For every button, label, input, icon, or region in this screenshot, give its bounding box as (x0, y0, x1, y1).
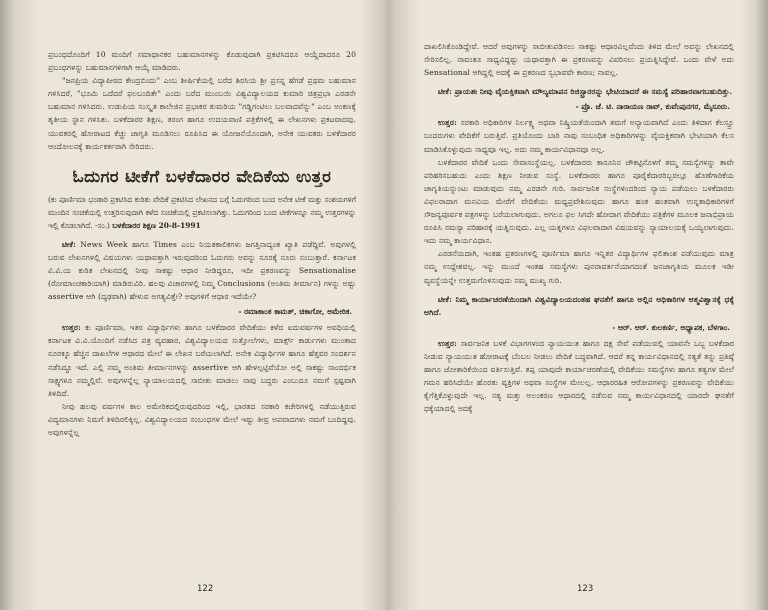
right-page (402, 0, 748, 610)
critique-2-byline: - ಪ್ರೊ. ಜೆ. ಟಿ. ನಾರಾಯಣ ರಾವ್, ಕುವೆಂಪುನಗರ, ಮೈಸೂರು. (575, 102, 730, 112)
article-title: ಓದುಗರ ಟೀಕೆಗೆ ಬಳಕೆದಾರರ ವೇದಿಕೆಯ ಉತ್ತರ (72, 166, 332, 186)
intro-paragraph-1: ಪ್ರಬಂಧದೊಂದಿಗೆ 10 ಮಂದಿಗೆ ಸಮಾಧಾನಕರ ಬಹುಮಾನಗಳನ್ನು ಕೊಡುವುದಾಗಿ ಪ್ರಕಟಿಸಿದರೂ ಆಯ್ದೆದಾದರೂ 20 ಪ್ರಬಂಧಗಳನ್ನು ಬಹುಮಾನಗಳಿಗಾಗಿ ಆಯ್ಕೆ ಮಾಡಿದರು. (48, 50, 356, 73)
answer-2 (424, 116, 734, 155)
answer-1 (48, 321, 356, 400)
right-paragraph-3: ಎರಡನೆಯದಾಗಿ, ಇಂತಹ ಪ್ರಕರಣಗಳಲ್ಲಿ ಪೂರ್ಣಿಮಾ ಹಾಗೂ ಇನ್ನಿತರ ವಿದ್ಯಾರ್ಥಿಗಳ ಫಲಿತಾಂಶ ಪಡೆಯುವುದು ಮಾತ್ರ ನಮ್ಮ ಉದ್ದೇಶವಲ್ಲ. ಇನ್ನು ಮುಂದೆ ಇಂತಹ ಸಮಸ್ಯೆಗಳು ಪುನರಾವರ್ತನೆಯಾಗದಂತೆ ಜನಜಾಗೃತಿಯ ಮೂಲಕ ಇಡೀ ವ್ಯವಸ್ಥೆಯನ್ನೇ ಉತ್ತಮಗೊಳಿಸುವುದು ನಮ್ಮ ಮುಖ್ಯ ಗುರಿ. (424, 249, 734, 285)
closing-paragraph: ನೀವು ಹಲವು ವರ್ಷಗಳ ಕಾಲ ಅಮೇರಿಕದಲ್ಲಿರುವುದರಿಂದ ಇಲ್ಲಿ, ಭಾರತದ ಸರಕಾರಿ ಕಚೇರಿಗಳಲ್ಲಿ ನಡೆಯುತ್ತಿರುವ ವಿದ್ಯಮಾನಗಳು ನಿಮಗೆ ತಿಳಿದಿರಲಿಕ್ಕಿಲ್ಲ. ವಿಶ್ವವಿದ್ಯಾಲಯದ ಸಂಬಂಧಗಳ ಮೇಲೆ ಇಷ್ಟು ತೀವ್ರ ಅಪವಾದಗಳು ನಮಗೆ ಬಂದಿದ್ದವು. ಅವುಗಳನ್ನೆಲ್ಲ (48, 401, 356, 437)
critique-3 (424, 293, 734, 319)
critique-1-label: ಟೀಕೆ: (62, 239, 76, 249)
critique-2 (424, 85, 734, 98)
editor-note-date: ಬಳಕೆದಾರರ ಶಿಕ್ಷಣ 20-8-1991 (112, 220, 201, 230)
critique-2-label: ಟೀಕೆ: (438, 87, 452, 97)
editor-note (48, 193, 356, 232)
intro-paragraph-2: "ಜನಪ್ರಿಯ ವಿದ್ಯಾಪೀಠದ ಕೇಂದ್ರಬಿಂದು" ಎಂಬ ಶೀರ್ಷಿಕೆಯಲ್ಲಿ ಬರೆದ ಶಿರಸಿಯ ಶ್ರೀ ಪ್ರಸನ್ನ ಹೆಗಡೆ ಪ್ರಥಮ ಬಹುಮಾನ ಗಳಿಸಿದರೆ, "ಭೂಮಿ ಒದೆದರೆ ಫಲಬಂದಿತೇ" ಎಂದು ಬರೆದ ಮುಂಬಯಿ ವಿಶ್ವವಿದ್ಯಾಲಯದ ಕುಮಾರಿ ಚಿತ್ರಪ್ರಭಾ ಎರಡನೇ ಬಹುಮಾನ ಗಳಿಸಿದರು. ಉಡುಪಿಯ ಸಂಸ್ಕೃತ ಕಾಲೇಜಿನ ಪ್ರಭಾಕರ ತುಮರಿಯ "ಗಡ್ಡಿಗಂಟಿಲು ಬಲವಾದವೆನ್ನು" ಎಂಬ ಅಂಕಣಕ್ಕೆ ತೃತೀಯ ಸ್ಥಾನ ಗಳಿಸಿತು. ಬಳಕೆದಾರರ ಶಿಕ್ಷಣ, ತರಂಗ ಹಾಗೂ ಉದಯವಾಣಿ ಪತ್ರಿಕೆಗಳಲ್ಲಿ ಈ ಲೇಖನಗಳು ಪ್ರಕಟವಾದವು. ಯುವಕರಲ್ಲಿ ಹೋರಾಟದ ಕೆಚ್ಚು ಜಾಗೃತಿ ಮೂಡಿಸಲು ರೂಪಿಸಿದ ಈ ಯೋಜನೆಯೊಂದಾಗಿ, ಅನೇಕ ಯುವಕರು ಬಳಕೆದಾರರ ಆಂದೋಲನಕ್ಕೆ ಕಾರ್ಯಕರ್ತರಾಗಿ ಸೇರಿದರು. (48, 76, 356, 151)
answer-2-body: ಸರಕಾರಿ ಅಧಿಕಾರಿಗಳ ನಿರ್ಲಕ್ಷ್ಯ ಅಥವಾ ನಿಷ್ಕ್ರಿಯತೆಯಿಂದಾಗಿ ತಮಗೆ ಅನ್ಯಾಯವಾಗಿದೆ ಎಂದು ತಿಳಿದಾಗ ಕೆಲಸ್ತ್ರೂ ಬಂದರುಗಳು ವೇದಿಕೆಗೆ ಬರುತ್ತಿವೆ. ಪ್ರತಿಯೊಂದು ಬಾರಿ ನಾವು ಸಂಬಂಧಿತ ಅಧಿಕಾರಿಗಳನ್ನು ವೈಯಕ್ತಿಕವಾಗಿ ಭೇಟಿಯಾಗಿ ಕೆಲಸ ಮಾಡಿಸಿಕೊಳ್ಳುವುದು ಸಾಧ್ಯವೂ ಇಲ್ಲ. ಅದು ನಮ್ಮ ಕಾರ್ಯವಿಧಾನವೂ ಅಲ್ಲ. (424, 118, 734, 154)
page-number-left: 122 (197, 584, 214, 594)
left-page (22, 0, 374, 610)
answer-2-label: ಉತ್ತರ: (438, 118, 457, 128)
answer-3-body: ಸಾರ್ವಜನಿಕ ಬಳಕೆ ವಿಭಾಗಗಳಂದ ನ್ಯಾಯಯುತ ಹಾಗೂ ದಕ್ಷ ಸೇವೆ ಪಡೆಯುವಲ್ಲಿ ಯಾವನೇ ಒಬ್ಬ ಬಳಕೆದಾರ ನೀಡುವ ನ್ಯಾಯಯುತ ಹೋರಾಟಕ್ಕೆ ಬೆಂಬಲ ನೀಡಲು ವೇದಿಕೆ ಬದ್ಧವಾಗಿದೆ. ಆದರೆ ತನ್ನ ಕಾರ್ಯವಿಧಾನದಲ್ಲಿ ಸತ್ಯತೆ ತನ್ನು ಪ್ರತಿಷ್ಠೆ ಹಾಗೂ ಜೋತಾರಿಕೆಯಿಂದ ವರ್ತಿಸುತ್ತಿವೆ. ತಪ್ಪ ಯಾವುದೇ ಕಾರ್ಯಾಚರಣೆಯಲ್ಲಿ ವೇದಿಕೆಯು ಸಮಸ್ಯೆಗಳು ಹಾಗೂ ತತ್ವಗಳ ಮೇಲೆ ಗಮನ ಹರಿಸಿದೆಯೇ ಹೊರತು ವ್ಯಕ್ತಿಗಳ ಅಥವಾ ಸಂಸ್ಥೆಗಳ ಮೇಲಲ್ಲ. ಆಧಾರರಹಿತ ಆರೋಪಗಳನ್ನು ಪ್ರಕರಣವನ್ನು ವೇದಿಕೆಯು ಕೈಗೆತ್ತಿಕೊಳ್ಳುವುದೇ ಇಲ್ಲ. ಸತ್ಯ ಮತ್ತು ಅಲಂಕರಣ ಆಧಾರದಲ್ಲಿ ನಡೆಸುವ ನಮ್ಮ ಕಾರ್ಯವಿಧಾನದಲ್ಲಿ ಯಾರದೇ ಘನತೆಗೆ ಧಕ್ಕೆಯಾದಲ್ಲಿ ಅದಕ್ಕೆ (424, 338, 734, 414)
page-number-right: 123 (577, 584, 594, 594)
critique-3-byline: - ಆರ್. ಆರ್. ಕುಲಕರ್ಣಿ, ಅಧ್ಯಾಪಕ, ಬೆಳಗಾಂ. (612, 322, 730, 332)
critique-1-byline: - ರಮಾಕಾಂತ ಕಾಮತ್, ಚಿಕಾಗೋ, ಅಮೇರಿಕ. (238, 307, 352, 317)
critique-3-label: ಟೀಕೆ: (438, 294, 452, 304)
right-paragraph-2: ಬಳಕೆದಾರರ ವೇದಿಕೆ ಒಂದು ಸೇವಾಸಂಸ್ಥೆಯಲ್ಲ. ಬಳಕೆದಾರರು ಕಾನೂನಿನ ಚೌಕಟ್ಟಿನೊಳಗೆ ತಮ್ಮ ಸಮಸ್ಯೆಗಳನ್ನು ತಾವೇ ಪರಿಹರಿಸಬಹುದು ಎಂದು ಶಿಕ್ಷಣ ನೀಡುವ ಸಂಸ್ಥೆ. ಬಳಕೆದಾರರು ಹಾಗೂ ಪೂರೈಕೆದಾರರಿಬ್ಬರಲ್ಲೂ ಹೊಣೆಗಾರಿಕೆಯ ಜಾಗೃತಿಯನ್ನುಂಟು ಮಾಡುವುದು ನಮ್ಮ ಎರಡನೇ ಗುರಿ. ಸಾರ್ವಜನಿಕ ಸಂಸ್ಥೆಗಳಿಂದರಿಂದ ನ್ಯಾಯ ಪಡೆಯಲು ಬಳಕೆದಾರರು ವಿಫಲರಾದಾಗ ಮನವಿಯ ಮೇರೆಗೆ ವೇದಿಕೆಯು ಮಧ್ಯಪ್ರವೇಶಿಸುವುದು ಹಾಗೂ ಹಂತ ಹಂತವಾಗಿ ಉನ್ನತಾಧಿಕಾರಿಗಳಿಗೆ ಸೌಜನ್ಯಪೂರ್ವಕ ಪತ್ರಗಳನ್ನು ಬರೆಯಲಾಗುವುದು. ಅಗಲೂ ಫಲ ಸಿಗದೇ ಹೋದಾಗ ವೇದಿಕೆಯು ಪತ್ರಿಕೆಗಳ ಮೂಲಕ ಜನಾಭಿಪ್ರಾಯ ರೂಪಿಸಿ ಸಮಸ್ಯಾ ಪರಿಹಾರಕ್ಕೆ ಯತ್ನಿಸುವುದು. ಎಲ್ಲ ಯತ್ನಗಳೂ ವಿಫಲವಾದಾಗ ವಿಷಯವನ್ನು ನ್ಯಾಯಾಲಯಕ್ಕೆ ಒಯ್ಯಲಾಗುವುದು. ಇದು ನಮ್ಮ ಕಾರ್ಯವಿಧಾನ. (424, 157, 734, 246)
right-paragraph-1: ದಾಖಲಿಸಿಕೊಂಡಿದ್ದೇವೆ. ಆದರೆ ಅವುಗಳನ್ನು ಸಾಬೀತುಪಡಿಸಲು ಸಾಕಷ್ಟು ಆಧಾರವಿಲ್ಲವೆಂದು ತಿಳಿದ ಮೇಲೆ ಅವನ್ನು ಲೇಖನದಲ್ಲಿ ಸೇರಿಸಲಿಲ್ಲ. ನಾವಂತೂ ಸಾಧ್ಯವಿದ್ದಷ್ಟು ಯಥಾವತ್ತಾಗಿ ಈ ಪ್ರಕರಣವನ್ನು ವಿವರಿಸಲು ಪ್ರಯತ್ನಿಸಿದ್ದೇವೆ. ಒಂದು ವೇಳೆ ಅದು Sensational ಆಗಿದ್ದಲ್ಲಿ ಅದಕ್ಕೆ ಈ ಪ್ರಕರಣದ ಸ್ವಭಾವವೇ ಕಾರಣ; ನಾವಲ್ಲ. (424, 42, 734, 78)
answer-1-body: ಕು ಪೂರ್ಣಿಮಾ, ಇತರ ವಿದ್ಯಾರ್ಥಿಗಳು ಹಾಗೂ ಬಳಕೆದಾರರ ವೇದಿಕೆಯು ಕಳೆದ ಐದುವರ್ಷಗಳ ಅವಧಿಯಲ್ಲಿ ಕರ್ನಾಟಕ ವಿ.ವಿ.ಯೊಂದಿಗೆ ನಡೆಸಿದ ಪತ್ರ ವ್ಯವಹಾರ, ವಿಶ್ವವಿದ್ಯಾಲಯದ ಸುತ್ತೋಲೆಗಳು, ಮಾರ್ಕ್ಸ್ ಕಾರ್ಡುಗಳು ಮುಂತಾದ ನೂರಕ್ಕೂ ಹೆಚ್ಚಿನ ದಾಖಲೆಗಳ ಆಧಾರದ ಮೇಲೆ ಈ ಲೇಖನ ಬರೆಯಲಾಗಿದೆ. ಅನೇಕ ವಿದ್ಯಾರ್ಥಿಗಳ ಹಾಗೂ ಹೆತ್ತವರ ಸಂದರ್ಶನ ನಡೆಸಿದ್ದೂ ಇದೆ. ಎಲ್ಲಿ ನಮ್ಮ ಅಂತಿಮ ತೀರ್ಮಾನಗಳನ್ನು assertive ಆಗಿ ಹೇಳಲ್ಪಟ್ಟಿವೆಯೋ ಅಲ್ಲಿ ಸಾಕಷ್ಟು ಸಾಂದರ್ಭಿಕ ಸಾಕ್ಷ್ಯಗಳೂ ನಮ್ಮಲ್ಲಿವೆ. ಅವುಗಳನ್ನೆಲ್ಲ ನ್ಯಾಯಾಲಯದಲ್ಲಿ ಸಾಬೀತು ಮಾಡಲು ನಾವು ಬದ್ಧರು ಎಂಬುದೂ ನಮಗೆ ಸ್ಪಷ್ಟವಾಗಿ ತಿಳಿದಿದೆ. (48, 323, 356, 398)
critique-2-body: ಪ್ರಾಯಶಃ ನೀವು ವೈಯಕ್ತಿಕವಾಗಿ ಮೌಲ್ಯಮಾಪನ ರಿಜಿಸ್ಟ್ರಾರರನ್ನು ಭೇಟಿಯಾದರೆ ಈ ಸಮಸ್ಯೆ ಪರಿಹಾರವಾಗಬಹುದಿತ್ತು. (454, 87, 733, 97)
answer-3 (424, 337, 734, 416)
critique-1 (48, 238, 356, 303)
answer-3-label: ಉತ್ತರ: (438, 338, 457, 348)
answer-1-label: ಉತ್ತರ: (62, 323, 81, 333)
critique-1-body: News Week ಹಾಗೂ Times ಎಂಬ ನಿಯತಕಾಲಿಕಗಳು ಜಗತ್ತಿನಾದ್ಯಂತ ಖ್ಯಾತಿ ಪಡೆದ್ದಿವೆ. ಅವುಗಳಲ್ಲಿ ಬರುವ ಲೇಖನಗಳಲ್ಲಿ ವಿಷಯಗಳು ಯಥಾವತ್ತಾಗಿ ಇರುವುದರಿಂದ ಓದುಗರು ಅವನ್ನು ನೂರಕ್ಕೆ ನೂರು ನಂಬುತ್ತಾರೆ. ಕರ್ನಾಟಕ ವಿ.ವಿ.ಯ ಕುರಿತ ಲೇಖನದಲ್ಲಿ ನೀವು ಸಾಕಷ್ಟು ಆಧಾರ ನೀಡಿದ್ದರೂ, ಇದೀ ಪ್ರಕರಣವನ್ನು Sensationalise (ರೋಮಾಂಚಕಾರಿಯಾಗಿ) ಮಾಡಿರುವಿರಿ. ಹಲವು ವಿಚಾರಗಳಲ್ಲಿ ನಿಮ್ಮ Conclusions (ಅಂತಿಮ ತೀರ್ಮಾನ) ಗಳನ್ನು ಅಷ್ಟು assertive ಆಗಿ (ದೃಢವಾಗಿ) ಹೇಳುವ ಅಗತ್ಯವಿತ್ತೇ? ಅವುಗಳಿಗೆ ಆಧಾರ ಇದೆಯೇ? (48, 239, 356, 302)
critique-3-body: ನಿಮ್ಮ ಕಾರ್ಯಾಚರಣೆಯಿಂದಾಗಿ ವಿಶ್ವವಿದ್ಯಾಲಯದಂತಹ ಘನತೆಗೆ ಹಾಗೂ ಅಲ್ಲಿನ ಅಧಿಕಾರಿಗಳ ಆತ್ಮವಿಶ್ವಾಸಕ್ಕೆ ಧಕ್ಕೆ ಆಗಿದೆ. (424, 294, 734, 317)
editor-note-text: (ಕು ಪೂರ್ಣಿಮಾ ಭಂಡಾರಿ ಪ್ರಕಟಿಸಿದ ಕುರಿತು ವೇದಿಕೆ ಪ್ರಕಟಿಸಿದ ಲೇಖನದ ಬಗ್ಗೆ ಓದುಗರಿಂದ ಬಂದ ಅನೇಕ ಟೀಕೆ ಮತ್ತು ಸಂಶಯಗಳಿಗೆ ಮುಂದಿನ ಸಂಚಿಕೆಯಲ್ಲಿ ಉತ್ತರಿಸುವುದಾಗಿ ಕಳೆದ ಸಂಚಿಕೆಯಲ್ಲಿ ಪ್ರಕಟಿಸಲಾಗಿತ್ತು. ಓದುಗರಿಂದ ಬಂದ ಟೀಕೆಗಳನ್ನೂ ನಮ್ಮ ಉತ್ತರಗಳನ್ನು ಇಲ್ಲಿ ಕೊಡಲಾಗಿದೆ. -ಸಂ.) (48, 194, 356, 230)
